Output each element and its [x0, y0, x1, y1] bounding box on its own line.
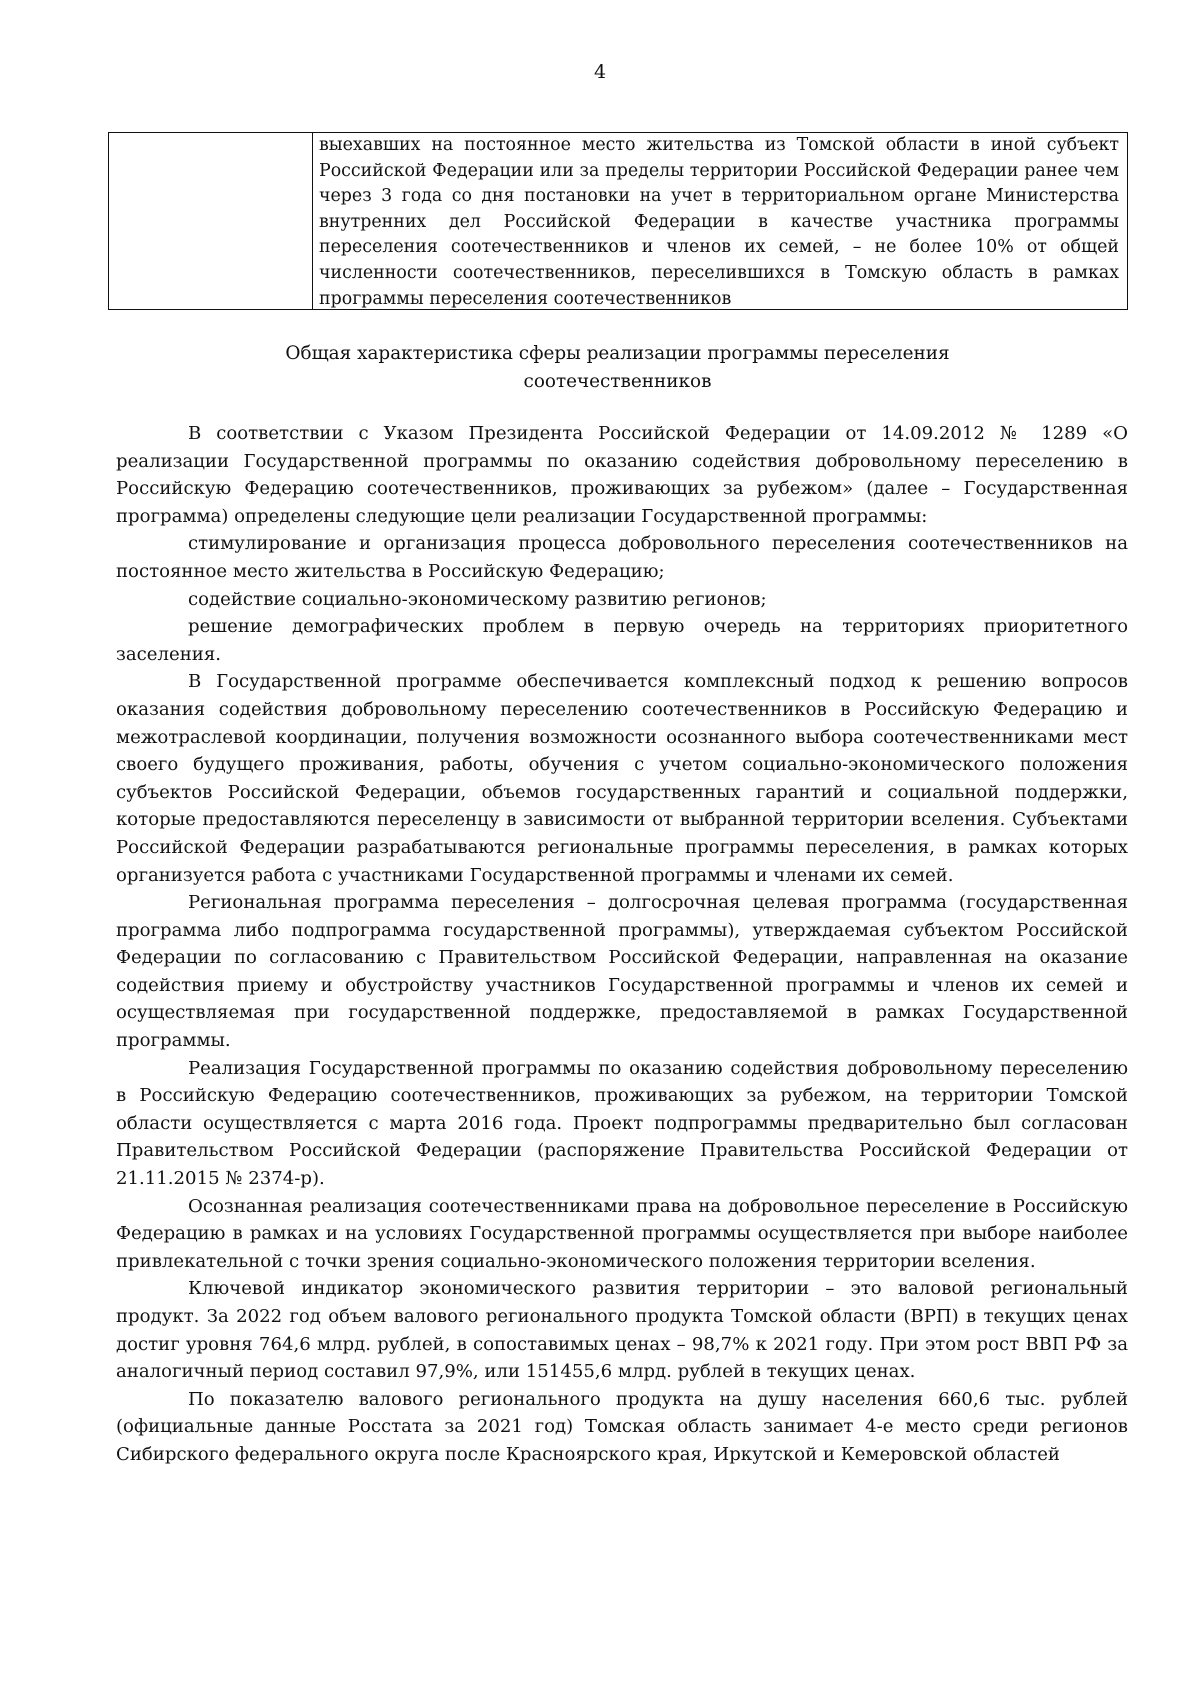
body-text: [116, 420, 1128, 1469]
paragraph-goal-2: содействие социально-экономическому развитию регионов;: [188, 588, 767, 610]
table-cell-right: выехавших на постоянное место жительства из Томской области в иной субъект Российской Федерации или за пределы территории Российской Федерации ранее чем через 3 года со дня постановки на учет в территориальном органе Министерства внутренних дел Российской Федерации в качестве участника программы переселения соотечественников и членов их семей, – не более 10% от общей численности соотечественников, переселившихся в Томскую область в рамках программы переселения соотечественников: [319, 135, 1119, 309]
paragraph-regional-program: Региональная программа переселения – долгосрочная целевая программа (государственная программа либо подпрограмма государственной программы), утверждаемая субъектом Российской Федерации по согласованию с Правительством Российской Федерации, направленная на оказание содействия приему и обустройству участников Государственной программы и членов их семей и осуществляемая при государственной поддержке, предоставляемой в рамках Государственной программы.: [116, 892, 1128, 1052]
paragraph-goal-3: решение демографических проблем в первую очередь на территориях приоритетного заселения.: [116, 616, 1128, 665]
section-title: [160, 340, 1075, 396]
continuation-table: [108, 132, 1128, 310]
paragraph-approach: В Государственной программе обеспечивается комплексный подход к решению вопросов оказания содействия добровольному переселению соотечественников в Российскую Федерацию и межотраслевой координации, получения возможности осознанного выбора соотечественниками мест своего будущего проживания, работы, обучения с учетом социально-экономического положения субъектов Российской Федерации, объемов государственных гарантий и социальной поддержки, которые предоставляются переселенцу в зависимости от выбранной территории вселения. Субъектами Российской Федерации разрабатываются региональные программы переселения, в рамках которых организуется работа с участниками Государственной программы и членами их семей.: [116, 671, 1128, 886]
table-cell-left: [109, 133, 313, 309]
paragraph-goal-1: стимулирование и организация процесса добровольного переселения соотечественников на постоянное место жительства в Российскую Федерацию;: [116, 533, 1128, 582]
page-number: 4: [593, 61, 607, 83]
section-title-line-2: соотечественников: [523, 371, 712, 392]
paragraph-implementation: Реализация Государственной программы по оказанию содействия добровольному переселению в Российскую Федерацию соотечественников, проживающих за рубежом, на территории Томской области осуществляется с марта 2016 года. Проект подпрограммы предварительно был согласован Правительством Российской Федерации (распоряжение Правительства Российской Федерации от 21.11.2015 № 2374-р).: [116, 1057, 1128, 1190]
paragraph-decree: В соответствии с Указом Президента Российской Федерации от 14.09.2012 № 1289 «О реализации Государственной программы по оказанию содействия добровольному переселению в Российскую Федерацию соотечественников, проживающих за рубежом» (далее – Государственная программа) определены следующие цели реализации Государственной программы:: [116, 423, 1128, 527]
paragraph-grp-per-capita: По показателю валового регионального продукта на душу населения 660,6 тыс. рублей (официальные данные Росстата за 2021 год) Томская область занимает 4-е место среди регионов Сибирского федерального округа после Красноярского края, Иркутской и Кемеровской областей: [116, 1388, 1128, 1465]
section-title-line-1: Общая характеристика сферы реализации программы переселения: [285, 343, 950, 364]
paragraph-grp: Ключевой индикатор экономического развития территории – это валовой региональный продукт. За 2022 год объем валового регионального продукта Томской области (ВРП) в текущих ценах достиг уровня 764,6 млрд. рублей, в сопоставимых ценах – 98,7% к 2021 году. При этом рост ВВП РФ за аналогичный период составил 97,9%, или 151455,6 млрд. рублей в текущих ценах.: [116, 1278, 1128, 1383]
paragraph-conscious-choice: Осознанная реализация соотечественниками права на добровольное переселение в Российскую Федерацию в рамках и на условиях Государственной программы осуществляется при выборе наиболее привлекательной с точки зрения социально-экономического положения территории вселения.: [116, 1195, 1128, 1272]
